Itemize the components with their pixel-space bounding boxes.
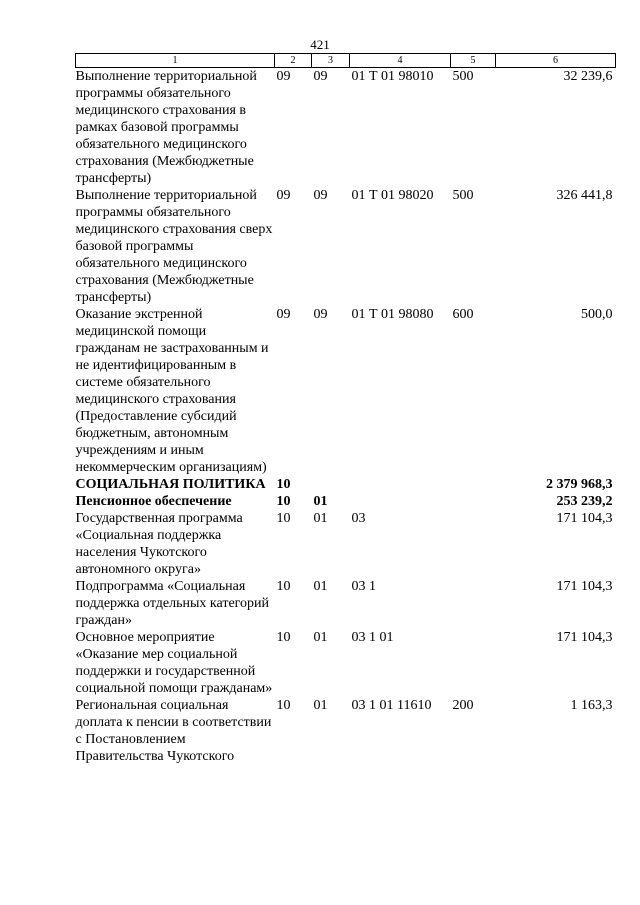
row-name: Оказание экстренной медицинской помощи гражданам не застрахованным и не идентифицированным в системе обязательного медицинского страхования (Предоставление субсидий бюджетным, автономным учреждениям и иным некоммерческим организациям) [75,307,269,475]
header-col-6: 6 [496,54,616,68]
row-amount: 171 104,3 [556,630,613,645]
row-section: 10 [276,477,291,492]
row-name: Основное мероприятие «Оказание мер социальной поддержки и государственной социальной помощи гражданам» [75,630,273,696]
row-expense-type [451,578,496,629]
table-row [76,578,616,629]
table-row [76,493,616,510]
row-name: Пенсионное обеспечение [75,494,232,509]
row-target-article: 01 Т 01 98020 [351,188,434,203]
row-expense-type: 500 [452,188,474,203]
table-row [76,510,616,578]
row-target-article: 03 [351,511,366,526]
table-row [76,68,616,188]
row-amount: 2 379 968,3 [546,477,613,492]
row-target-article [350,493,451,510]
table-row [76,187,616,306]
table-header [76,54,616,68]
row-target-article: 03 1 01 [351,630,394,645]
row-target-article: 03 1 [351,579,376,594]
row-amount: 171 104,3 [556,579,613,594]
header-col-2: 2 [275,54,312,68]
header-col-1: 1 [76,54,275,68]
row-subsection: 01 [313,579,328,594]
table-row [76,629,616,697]
row-expense-type [451,510,496,578]
row-subsection: 09 [313,188,328,203]
row-amount: 1 163,3 [570,698,613,713]
row-section: 10 [276,494,291,509]
row-expense-type: 200 [452,698,474,713]
row-subsection: 09 [313,69,328,84]
row-target-article: 03 1 01 11610 [351,698,432,713]
row-subsection: 01 [313,630,328,645]
header-col-5: 5 [451,54,496,68]
row-expense-type: 500 [452,69,474,84]
row-subsection: 01 [313,494,328,509]
table-row [76,476,616,493]
row-name: Региональная социальная доплата к пенсии в соответствии с Постановлением Правительства Чукотского [75,698,272,764]
row-name: Государственная программа «Социальная поддержка населения Чукотского автономного округа» [75,511,243,577]
row-section: 09 [276,69,291,84]
row-section: 10 [276,630,291,645]
row-subsection: 09 [313,307,328,322]
table-body [76,68,616,766]
row-section: 09 [276,188,291,203]
row-section: 09 [276,307,291,322]
row-name: Подпрограмма «Социальная поддержка отдельных категорий граждан» [75,579,270,628]
row-name: Выполнение территориальной программы обязательного медицинского страхования в рамках базовой программы обязательного медицинского страхования (Межбюджетные трансферты) [75,69,257,186]
row-name: СОЦИАЛЬНАЯ ПОЛИТИКА [75,477,266,492]
table-row [76,697,616,765]
row-target-article: 01 Т 01 98010 [351,69,434,84]
row-expense-type: 600 [452,307,474,322]
row-section: 10 [276,579,291,594]
row-expense-type [451,629,496,697]
row-subsection [312,476,350,493]
row-amount: 32 239,6 [563,69,613,84]
table-row [76,306,616,476]
row-amount: 253 239,2 [556,494,613,509]
row-section: 10 [276,511,291,526]
row-target-article: 01 Т 01 98080 [351,307,434,322]
row-expense-type [451,476,496,493]
row-amount: 326 441,8 [556,188,613,203]
header-col-3: 3 [312,54,350,68]
row-amount: 500,0 [581,307,613,322]
row-subsection: 01 [313,511,328,526]
row-expense-type [451,493,496,510]
row-section: 10 [276,698,291,713]
row-name: Выполнение территориальной программы обязательного медицинского страхования сверх базовой программы обязательного медицинского страхования (Межбюджетные трансферты) [75,188,273,305]
page-number: 421 [310,37,330,52]
row-amount: 171 104,3 [556,511,613,526]
row-target-article [350,476,451,493]
row-subsection: 01 [313,698,328,713]
header-col-4: 4 [350,54,451,68]
budget-table [75,53,616,765]
